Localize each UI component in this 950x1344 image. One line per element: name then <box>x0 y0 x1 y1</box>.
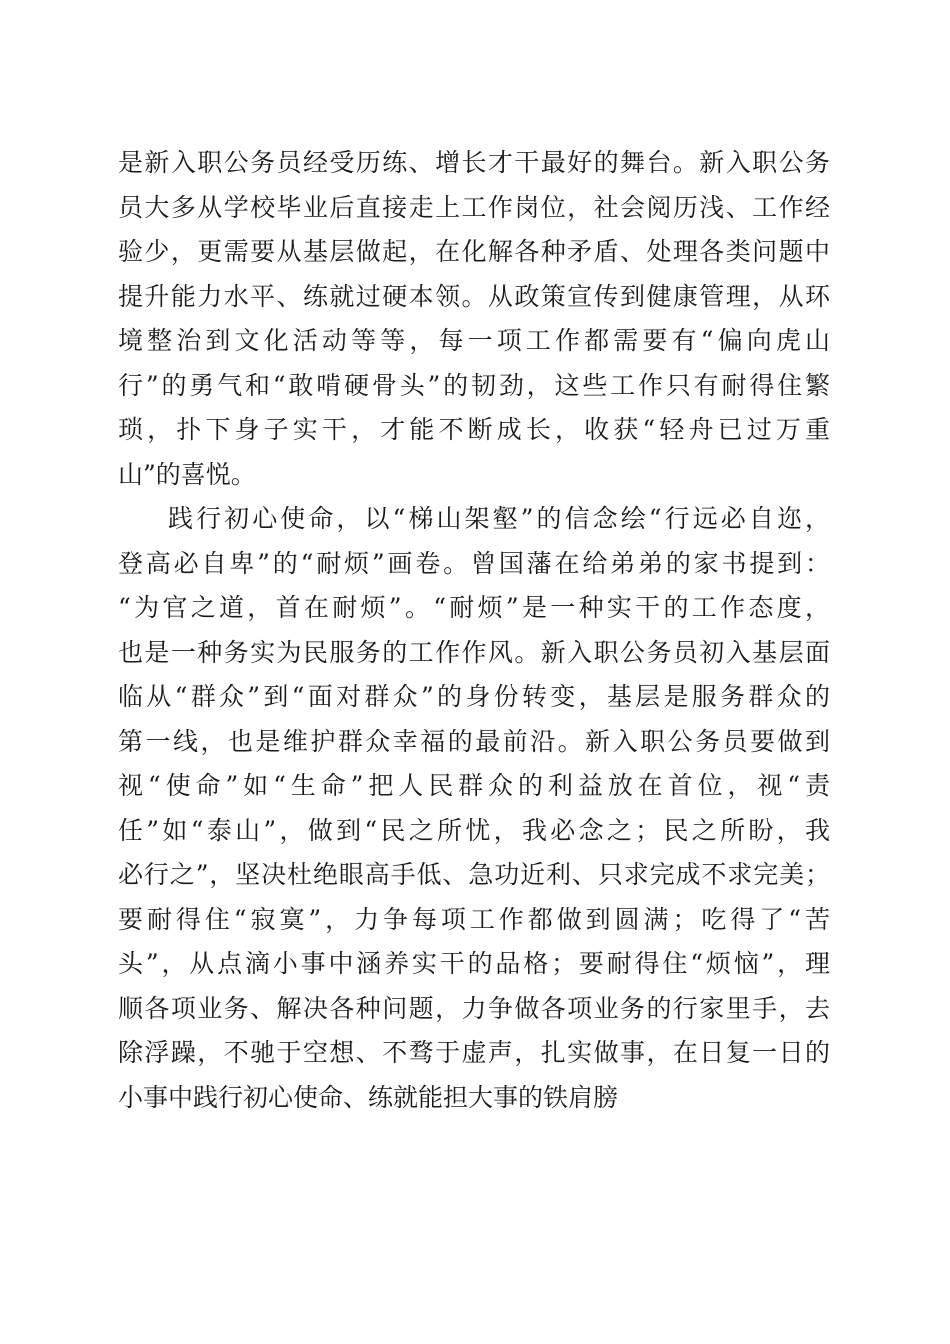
text-line: 头”，从点滴小事中涵养实干的品格；要耐得住“烦恼”，理 <box>118 949 830 978</box>
text-line: 山”的喜悦。 <box>118 459 256 489</box>
text-line: 顺各项业务、解决各种问题，力争做各项业务的行家里手，去 <box>118 993 830 1023</box>
text-line: 除浮躁，不驰于空想、不骛于虚声，扎实做事，在日复一日的 <box>118 1038 830 1067</box>
body-text <box>118 141 830 1120</box>
text-line: 也是一种务实为民服务的工作作风。新入职公务员初入基层面 <box>118 637 830 667</box>
text-line: “为官之道，首在耐烦”。“耐烦”是一种实干的工作态度， <box>118 593 830 622</box>
text-line: 任”如“泰山”，做到“民之所忧，我必念之；民之所盼，我 <box>118 815 830 845</box>
text-line: 要耐得住“寂寞”，力争每项工作都做到圆满；吃得了“苦 <box>118 904 830 934</box>
paragraph-1 <box>118 141 830 497</box>
paragraph-2 <box>118 497 830 1120</box>
text-line: 验少，更需要从基层做起，在化解各种矛盾、处理各类问题中 <box>118 237 830 266</box>
text-line: 行”的勇气和“敢啃硬骨头”的韧劲，这些工作只有耐得住繁 <box>118 370 830 400</box>
text-line: 员大多从学校毕业后直接走上工作岗位，社会阅历浅、工作经 <box>118 192 830 222</box>
text-line: 琐，扑下身子实干，才能不断成长，收获“轻舟已过万重 <box>118 415 830 444</box>
text-line: 第一线，也是维护群众幸福的最前沿。新入职公务员要做到 <box>118 726 830 756</box>
text-line: 提升能力水平、练就过硬本领。从政策宣传到健康管理，从环 <box>118 281 830 311</box>
text-line: 小事中践行初心使命、练就能担大事的铁肩膀 <box>118 1082 619 1112</box>
text-line: 必行之”，坚决杜绝眼高手低、急功近利、只求完成不求完美； <box>118 860 830 889</box>
text-line: 登高必自卑”的“耐烦”画卷。曾国藩在给弟弟的家书提到： <box>118 548 830 578</box>
text-line: 境整治到文化活动等等，每一项工作都需要有“偏向虎山 <box>118 326 830 355</box>
text-line: 践行初心使命，以“梯山架壑”的信念绘“行远必自迩， <box>168 504 830 533</box>
text-line: 视“使命”如“生命”把人民群众的利益放在首位，视“责 <box>118 771 830 800</box>
text-line: 是新入职公务员经受历练、增长才干最好的舞台。新入职公务 <box>118 148 830 177</box>
text-line: 临从“群众”到“面对群众”的身份转变，基层是服务群众的 <box>118 682 830 711</box>
